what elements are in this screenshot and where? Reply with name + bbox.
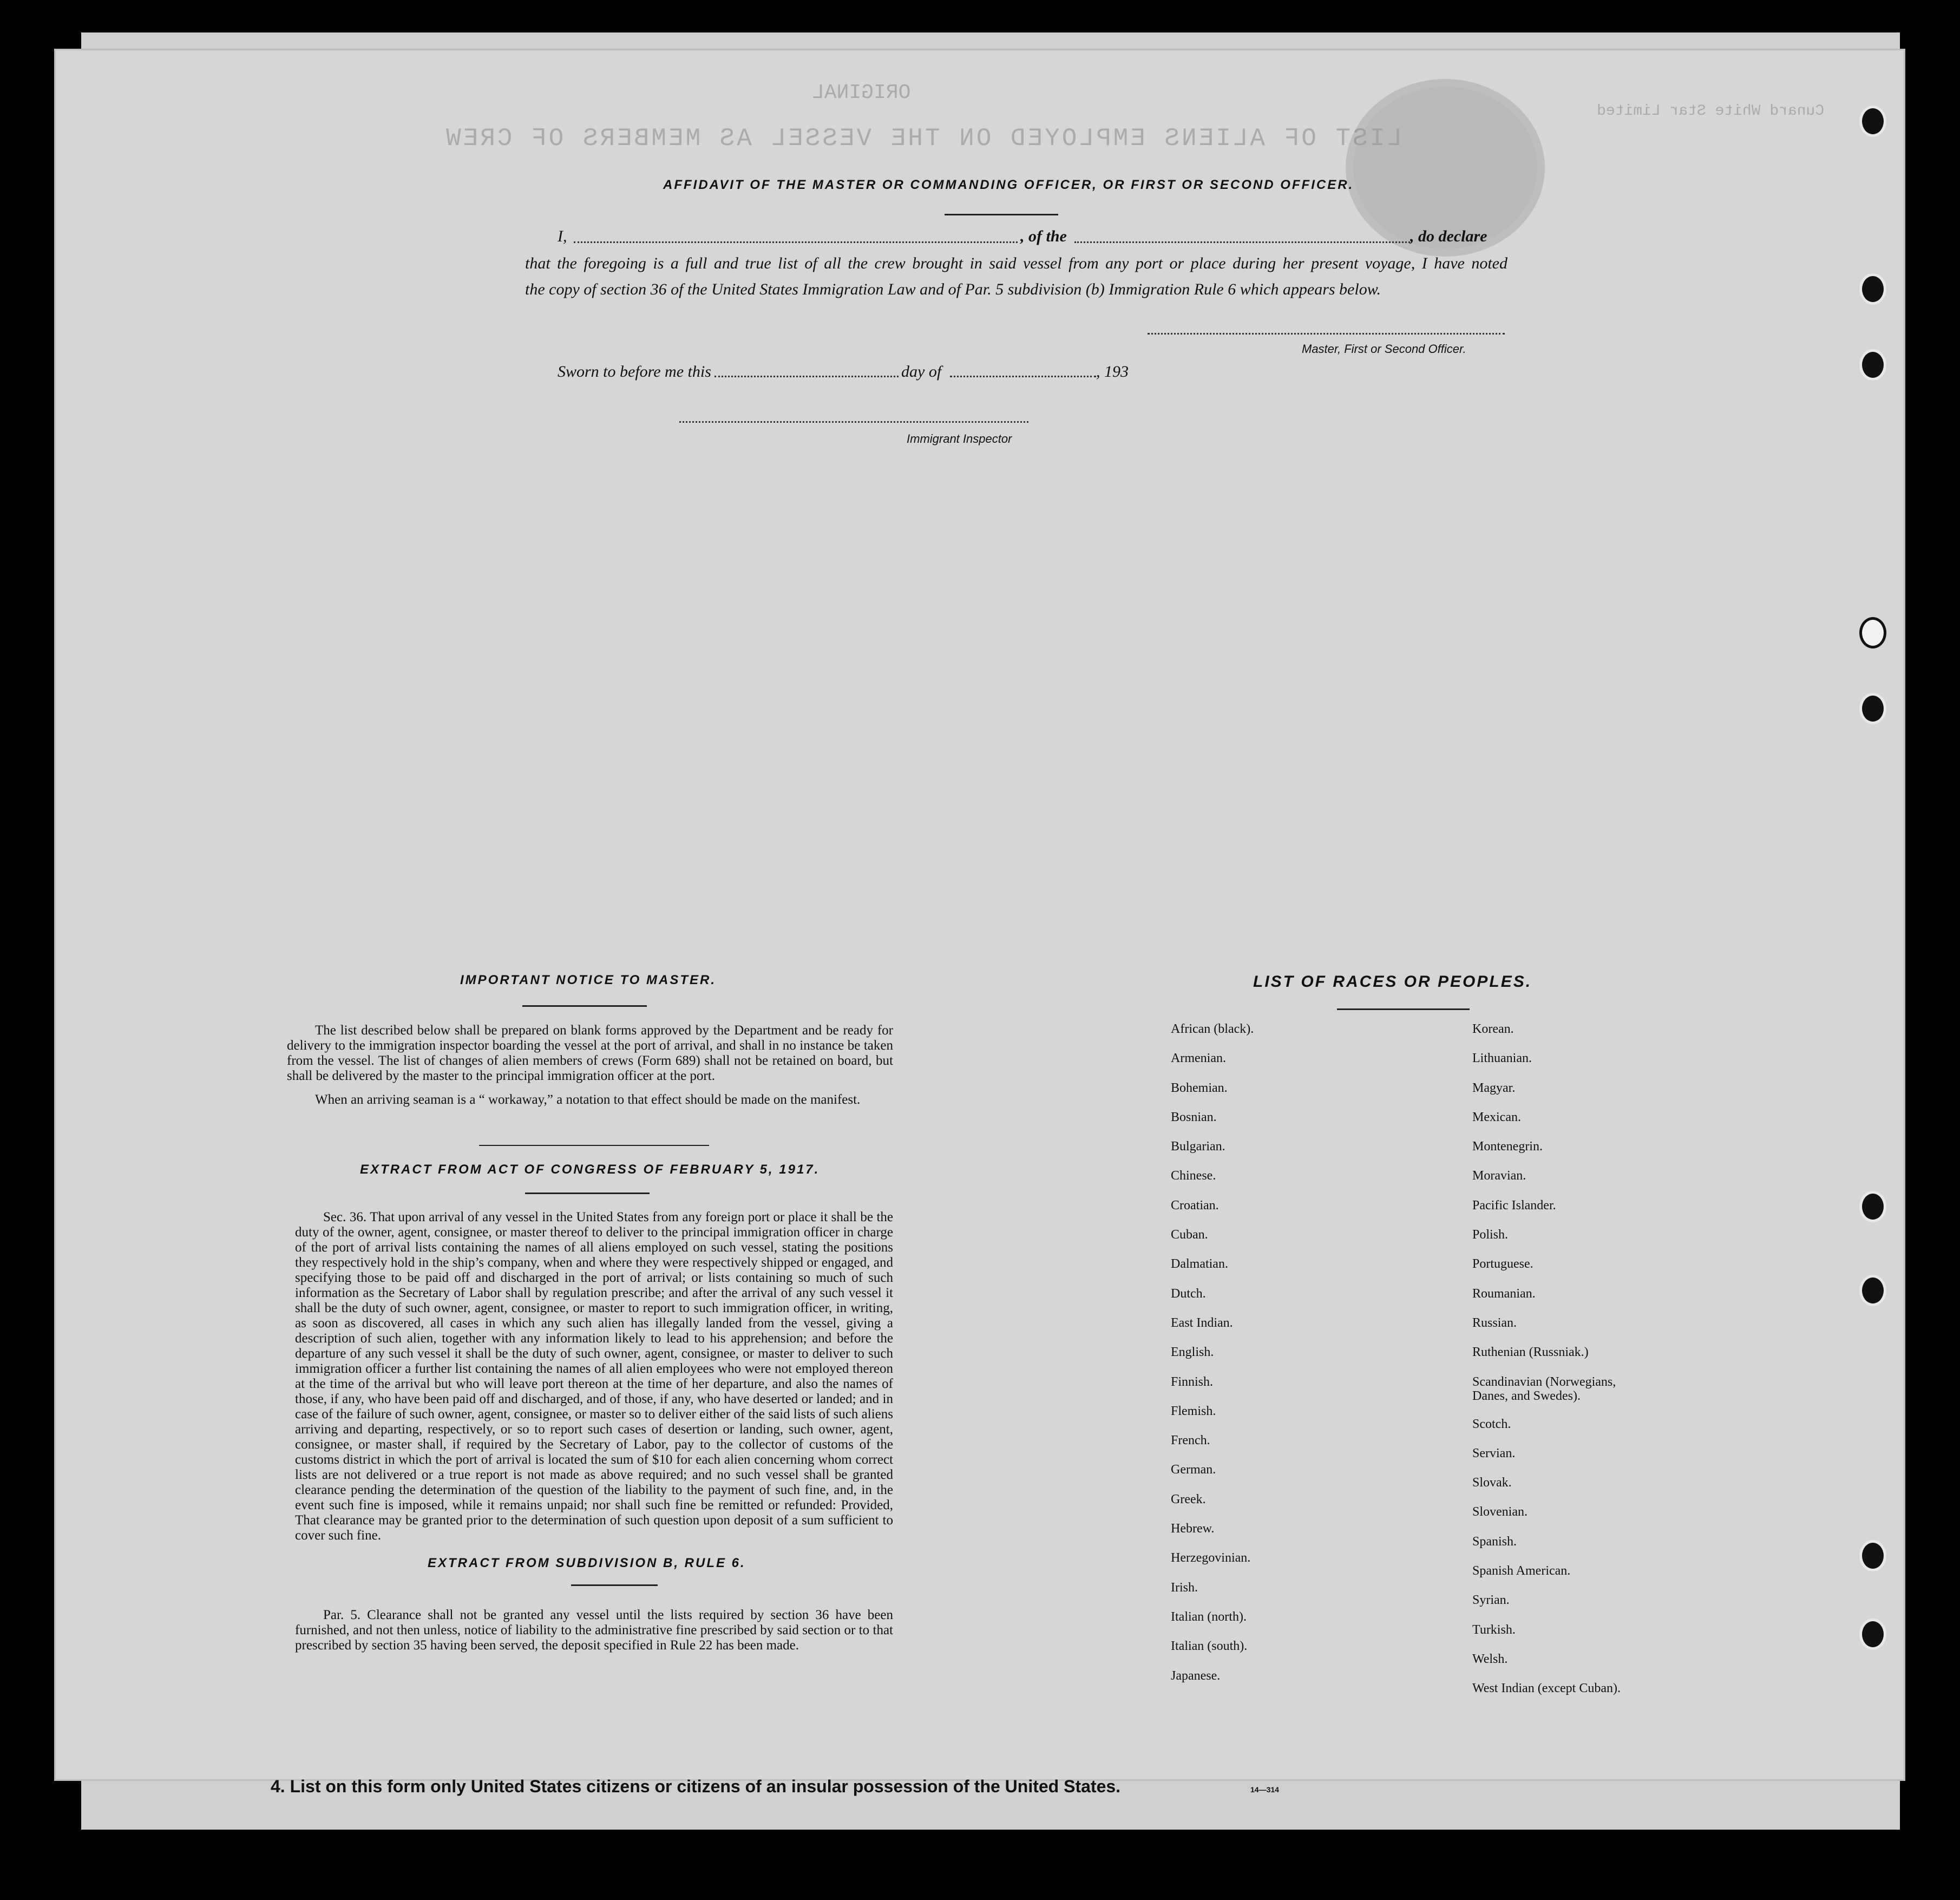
race-item: Ruthenian (Russniak.) bbox=[1472, 1345, 1589, 1360]
race-item: Turkish. bbox=[1472, 1622, 1516, 1637]
race-item: Dutch. bbox=[1171, 1286, 1206, 1301]
race-item: Korean. bbox=[1472, 1022, 1514, 1036]
affidavit-i-prefix: I, bbox=[558, 227, 567, 245]
race-item: West Indian (except Cuban). bbox=[1472, 1681, 1621, 1696]
section-divider bbox=[479, 1145, 709, 1146]
race-item: Syrian. bbox=[1472, 1593, 1510, 1608]
notice-paragraph-2: When an arriving seaman is a “ workaway,” a notation to that effect should be made on the manifest. bbox=[315, 1092, 861, 1107]
punch-hole-icon bbox=[1862, 620, 1884, 646]
master-name-line[interactable] bbox=[574, 241, 1018, 243]
sworn-day-line[interactable] bbox=[714, 376, 899, 377]
vessel-name-line[interactable] bbox=[1074, 241, 1410, 243]
race-item: Croatian. bbox=[1171, 1198, 1219, 1213]
sworn-day-of: day of bbox=[901, 363, 942, 381]
punch-hole-icon bbox=[1862, 352, 1884, 378]
race-item: Lithuanian. bbox=[1472, 1051, 1532, 1066]
notice-text bbox=[287, 1023, 893, 1116]
affidavit-line-1: that the foregoing is a full and true list of all the crew brought in said vessel from any port or place during her present voyage, I have noted bbox=[525, 254, 1507, 272]
race-item: French. bbox=[1171, 1433, 1210, 1448]
punch-hole-icon bbox=[1862, 1277, 1884, 1303]
race-item: Slovak. bbox=[1472, 1476, 1512, 1490]
officer-signature-line[interactable] bbox=[1148, 333, 1505, 335]
affidavit-line-2: the copy of section 36 of the United States Immigration Law and of Par. 5 subdivision (b) Immigration Rule 6 which appears below. bbox=[525, 280, 1381, 298]
affidavit-title-rule bbox=[945, 214, 1058, 215]
affidavit-title: AFFIDAVIT OF THE MASTER OR COMMANDING OFFICER, OR FIRST OR SECOND OFFICER. bbox=[663, 178, 1354, 192]
bleed-header: LIST OF ALIENS EMPLOYED ON THE VESSEL AS MEMBERS OF CREW bbox=[444, 125, 1402, 153]
race-item: Pacific Islander. bbox=[1472, 1198, 1556, 1213]
race-item: Japanese. bbox=[1171, 1668, 1221, 1683]
race-item: Chinese. bbox=[1171, 1169, 1216, 1183]
race-item: Scandinavian (Norwegians, Danes, and Swedes). bbox=[1472, 1374, 1616, 1403]
race-item: Hebrew. bbox=[1171, 1522, 1215, 1536]
extract-rule-rule bbox=[571, 1584, 658, 1586]
notice-paragraph-1: The list described below shall be prepared on blank forms approved by the Department and be ready for delivery to the immigration inspector boarding the vessel at the port of arrival, and shall in no instance be taken from the vessel. The list of changes of alien members of crews (Form 689) shall not be retained on board, but shall be delivered by the master to the principal immigration officer at the port. bbox=[287, 1023, 893, 1083]
race-item: Greek. bbox=[1171, 1492, 1206, 1506]
inspector-signature-line[interactable] bbox=[679, 421, 1028, 423]
punch-hole-icon bbox=[1862, 1194, 1884, 1220]
races-title: LIST OF RACES OR PEOPLES. bbox=[1253, 973, 1532, 991]
race-item: German. bbox=[1171, 1463, 1216, 1477]
punch-hole-icon bbox=[1862, 1621, 1884, 1647]
bleed-original: ORIGINAL bbox=[812, 81, 911, 104]
sworn-prefix: Sworn to before me this bbox=[558, 363, 711, 381]
par-5-text: Par. 5. Clearance shall not be granted any vessel until the lists required by section 36 have been furnished, and not then unless, notice of liability to the administrative fine prescribed by said section or to that prescribed by section 35 having been served, the deposit specified in Rule 22 has been made. bbox=[295, 1608, 893, 1653]
races-list-right bbox=[1472, 1022, 1646, 1711]
extract-rule-text bbox=[295, 1608, 893, 1662]
punch-hole-icon bbox=[1862, 1543, 1884, 1569]
affidavit-of-the: , of the bbox=[1020, 227, 1067, 245]
punch-hole-icon bbox=[1862, 696, 1884, 722]
signature-label: Master, First or Second Officer. bbox=[1302, 342, 1466, 356]
race-item: Flemish. bbox=[1171, 1404, 1216, 1418]
race-item: Dalmatian. bbox=[1171, 1257, 1228, 1272]
race-item: African (black). bbox=[1171, 1022, 1254, 1036]
race-item: Finnish. bbox=[1171, 1374, 1214, 1389]
bleed-line-name: Cunard White Star Limited bbox=[1597, 103, 1825, 120]
race-item: Bohemian. bbox=[1171, 1080, 1228, 1095]
race-item: Scotch. bbox=[1472, 1417, 1511, 1431]
race-item: Moravian. bbox=[1472, 1169, 1526, 1183]
race-item: East Indian. bbox=[1171, 1315, 1233, 1330]
extract-act-title: EXTRACT FROM ACT OF CONGRESS OF FEBRUARY 5, 1917. bbox=[360, 1162, 820, 1177]
races-list-left bbox=[1171, 1022, 1254, 1698]
race-item: Welsh. bbox=[1472, 1652, 1508, 1666]
sworn-year: , 193 bbox=[1096, 363, 1129, 381]
race-item: Spanish American. bbox=[1472, 1564, 1571, 1578]
race-item: English. bbox=[1171, 1345, 1214, 1360]
race-item: Servian. bbox=[1472, 1446, 1516, 1460]
form-number: 14—314 bbox=[1250, 1785, 1279, 1794]
sworn-month-line[interactable] bbox=[950, 376, 1096, 377]
race-item: Montenegrin. bbox=[1472, 1139, 1543, 1154]
affidavit-do-declare: , do declare bbox=[1410, 227, 1487, 245]
race-item: Italian (south). bbox=[1171, 1639, 1248, 1654]
race-item: Polish. bbox=[1472, 1228, 1509, 1242]
extract-act-rule bbox=[525, 1193, 650, 1194]
punch-hole-icon bbox=[1862, 276, 1884, 302]
notice-rule bbox=[522, 1005, 647, 1007]
race-item: Bosnian. bbox=[1171, 1110, 1217, 1124]
extract-rule-title: EXTRACT FROM SUBDIVISION B, RULE 6. bbox=[428, 1556, 746, 1570]
race-item: Mexican. bbox=[1472, 1110, 1521, 1124]
section-36-text: Sec. 36. That upon arrival of any vessel in the United States from any foreign port or place it shall be the duty of the owner, agent, consignee, or master thereof to deliver to the principal immigration officer in charge of the port of arrival lists containing the names of all aliens employed on such vessel, stating the positions they respectively hold in the ship’s company, when and where they were respectively shipped or engaged, and specifying those to be paid off and discharged in the port of arrival; or lists containing so much of such information as the Secretary of Labor shall by regulation prescribe; and after the arrival of any such vessel it shall be the duty of such owner, agent, consignee, or master to report to such immigration officer, in writing, as soon as discovered, all cases in which any such alien has illegally landed from the vessel, giving a description of such alien, together with any information likely to lead to his apprehension; and before the departure of any such vessel it shall be the duty of such owner, agent, consignee, or master to deliver to such immigration officer a further list containing the names of all alien employees who were not employed thereon at the time of the arrival but who will leave port thereon at the time of her departure, and also the names of those, if any, who have been paid off and discharged, and of those, if any, who have deserted or landed; and in case of the failure of such owner, agent, consignee, or master so to deliver either of the said lists of such aliens arriving and departing, respectively, or so to report such cases of desertion or landing, such owner, agent, consignee, or master shall, if required by the Secretary of Labor, pay to the collector of customs of the customs district in which the port of arrival is located the sum of $10 for each alien concerning whom correct lists are not delivered or a true report is not made as above required; and no such vessel shall be granted clearance pending the determination of the question of the liability to the payment of such fine, and, in the event such fine is imposed, while it remains unpaid; nor shall such fine be remitted or refunded: Provided, That clearance may be granted prior to the determination of such question upon deposit of a sum sufficient to cover such fine. bbox=[295, 1210, 893, 1543]
notice-title: IMPORTANT NOTICE TO MASTER. bbox=[460, 973, 717, 987]
race-item: Roumanian. bbox=[1472, 1286, 1536, 1301]
race-item: Russian. bbox=[1472, 1315, 1517, 1330]
inspector-label: Immigrant Inspector bbox=[907, 432, 1012, 445]
race-item: Portuguese. bbox=[1472, 1257, 1533, 1272]
race-item: Cuban. bbox=[1171, 1228, 1208, 1242]
footer-instruction: 4. List on this form only United States citizens or citizens of an insular possession of the United States. bbox=[271, 1777, 1121, 1796]
punch-hole-icon bbox=[1862, 108, 1884, 134]
extract-act-text bbox=[295, 1210, 893, 1552]
race-item: Spanish. bbox=[1472, 1534, 1517, 1549]
race-item: Bulgarian. bbox=[1171, 1139, 1225, 1154]
race-item: Italian (north). bbox=[1171, 1609, 1247, 1624]
races-rule bbox=[1337, 1008, 1470, 1010]
race-item: Armenian. bbox=[1171, 1051, 1226, 1066]
official-seal-stamp bbox=[1353, 87, 1537, 249]
race-item: Herzegovinian. bbox=[1171, 1551, 1251, 1565]
race-item: Magyar. bbox=[1472, 1080, 1516, 1095]
race-item: Irish. bbox=[1171, 1580, 1198, 1595]
race-item: Slovenian. bbox=[1472, 1505, 1528, 1519]
